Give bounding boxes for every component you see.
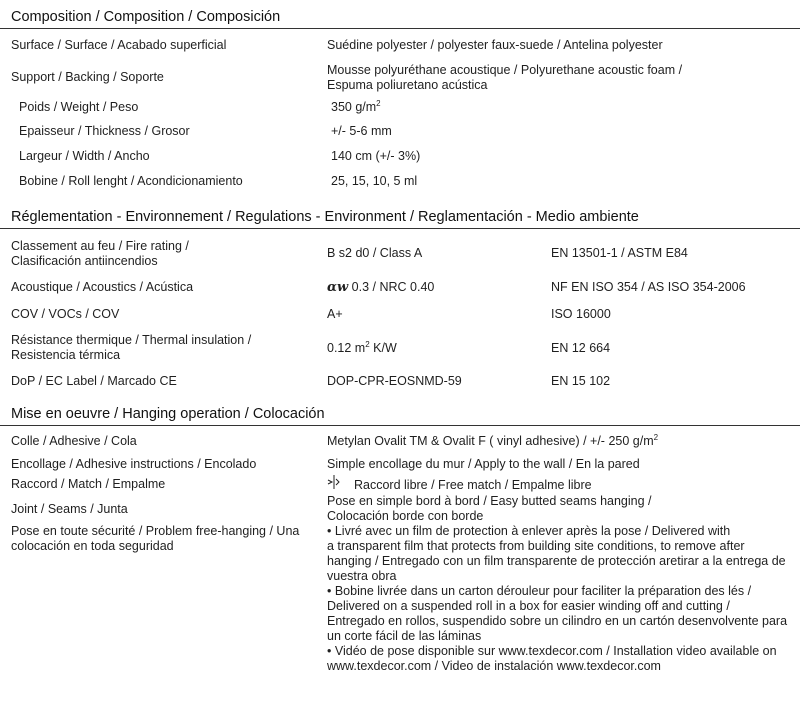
section-title-regulations: Réglementation - Environnement / Regulations - Environment / Reglamentación - Medio ambiente bbox=[11, 209, 639, 225]
reg-label-dop: DoP / EC Label / Marcado CE bbox=[11, 374, 177, 388]
hang-label-instructions: Encollage / Adhesive instructions / Encolado bbox=[11, 457, 257, 471]
hang-label-safety-line1: Pose en toute sécurité / Problem free-hanging / Una bbox=[11, 524, 300, 538]
reg-value-thermal: 0.12 $m^2$ K/W bbox=[327, 339, 397, 355]
hang-value-safety-line: un corte fácil de las láminas bbox=[327, 629, 482, 643]
reg-label-fire-line2: Clasificación antiincendios bbox=[11, 254, 158, 268]
hang-label-match: Raccord / Match / Empalme bbox=[11, 477, 166, 491]
hang-label-seams: Joint / Seams / Junta bbox=[11, 502, 128, 516]
reg-standard-voc: ISO 16000 bbox=[551, 307, 611, 321]
spec-label-weight: Poids / Weight / Peso bbox=[19, 100, 139, 114]
reg-value-acoustics: αw 0.3 / NRC 0.40 bbox=[327, 280, 435, 295]
hang-value-safety-line: vuestra obra bbox=[327, 569, 397, 583]
hang-label-adhesive: Colle / Adhesive / Cola bbox=[11, 434, 137, 448]
reg-standard-acoustics: NF EN ISO 354 / AS ISO 354-2006 bbox=[551, 280, 746, 294]
hang-value-match: Raccord libre / Free match / Empalme libre bbox=[354, 478, 592, 492]
spec-label-backing: Support / Backing / Soporte bbox=[11, 70, 164, 84]
spec-value-width: 140 cm (+/- 3%) bbox=[331, 149, 421, 163]
hang-value-safety-line: • Bobine livrée dans un carton dérouleur pour faciliter la préparation des lés / bbox=[327, 584, 752, 598]
reg-value-dop: DOP-CPR-EOSNMD-59 bbox=[327, 374, 462, 388]
hang-value-seams-line2: Colocación borde con borde bbox=[327, 509, 484, 523]
spec-label-roll: Bobine / Roll lenght / Acondicionamiento bbox=[19, 174, 243, 188]
section-divider bbox=[0, 425, 800, 426]
reg-label-acoustics: Acoustique / Acoustics / Acústica bbox=[11, 280, 194, 294]
free-match-icon bbox=[327, 475, 341, 489]
hang-value-safety-line: www.texdecor.com / Video de instalación www.texdecor.com bbox=[327, 659, 661, 673]
alpha-w-symbol: αw bbox=[327, 280, 349, 295]
section-title-hanging: Mise en oeuvre / Hanging operation / Colocación bbox=[11, 406, 325, 422]
section-divider bbox=[0, 228, 800, 229]
reg-label-voc: COV / VOCs / COV bbox=[11, 307, 120, 321]
reg-value-voc: A+ bbox=[327, 307, 343, 321]
hang-value-safety-line: Delivered on a suspended roll in a box for easier winding off and cutting / bbox=[327, 599, 730, 613]
hang-value-safety-line: hanging / Entregado con un film transparente de protección aretirar a la entrega de bbox=[327, 554, 786, 568]
spec-value-weight: 350 $g/m^2$ bbox=[331, 98, 381, 114]
section-title-composition: Composition / Composition / Composición bbox=[11, 9, 281, 25]
spec-value-backing-line1: Mousse polyuréthane acoustique / Polyurethane acoustic foam / bbox=[327, 63, 683, 77]
hang-value-safety-line: • Vidéo de pose disponible sur www.texdecor.com / Installation video available on bbox=[327, 644, 777, 658]
reg-standard-dop: EN 15 102 bbox=[551, 374, 611, 388]
spec-value-backing-line2: Espuma poliuretano acústica bbox=[327, 78, 488, 92]
reg-value-fire: B s2 d0 / Class A bbox=[327, 246, 423, 260]
reg-label-thermal-line2: Resistencia térmica bbox=[11, 348, 121, 362]
spec-label-surface: Surface / Surface / Acabado superficial bbox=[11, 38, 227, 52]
hang-value-seams-line1: Pose en simple bord à bord / Easy butted seams hanging / bbox=[327, 494, 652, 508]
spec-value-thickness: +/- 5-6 mm bbox=[331, 124, 392, 138]
hang-value-adhesive: Metylan Ovalit TM & Ovalit F ( vinyl adhesive) / +/- 250 $g/m^2$ bbox=[327, 432, 659, 448]
hang-value-instructions: Simple encollage du mur / Apply to the wall / En la pared bbox=[327, 457, 640, 471]
reg-standard-fire: EN 13501-1 / ASTM E84 bbox=[551, 246, 688, 260]
hang-value-safety-line: • Livré avec un film de protection à enlever après la pose / Delivered with bbox=[327, 524, 731, 538]
reg-standard-thermal: EN 12 664 bbox=[551, 341, 611, 355]
spec-label-thickness: Epaisseur / Thickness / Grosor bbox=[19, 124, 190, 138]
section-divider bbox=[0, 28, 800, 29]
hang-label-safety-line2: colocación en toda seguridad bbox=[11, 539, 174, 553]
spec-value-surface: Suédine polyester / polyester faux-suede / Antelina polyester bbox=[327, 38, 663, 52]
reg-label-thermal-line1: Résistance thermique / Thermal insulation / bbox=[11, 333, 252, 347]
hang-value-safety-line: Entregado en rollos, suspendido sobre un cilindro en un cartón desenvolvente para bbox=[327, 614, 788, 628]
hang-value-safety-line: a transparent film that protects from building site conditions, to remove after bbox=[327, 539, 745, 553]
spec-label-width: Largeur / Width / Ancho bbox=[19, 149, 150, 163]
reg-label-fire-line1: Classement au feu / Fire rating / bbox=[11, 239, 189, 253]
spec-value-roll: 25, 15, 10, 5 ml bbox=[331, 174, 418, 188]
